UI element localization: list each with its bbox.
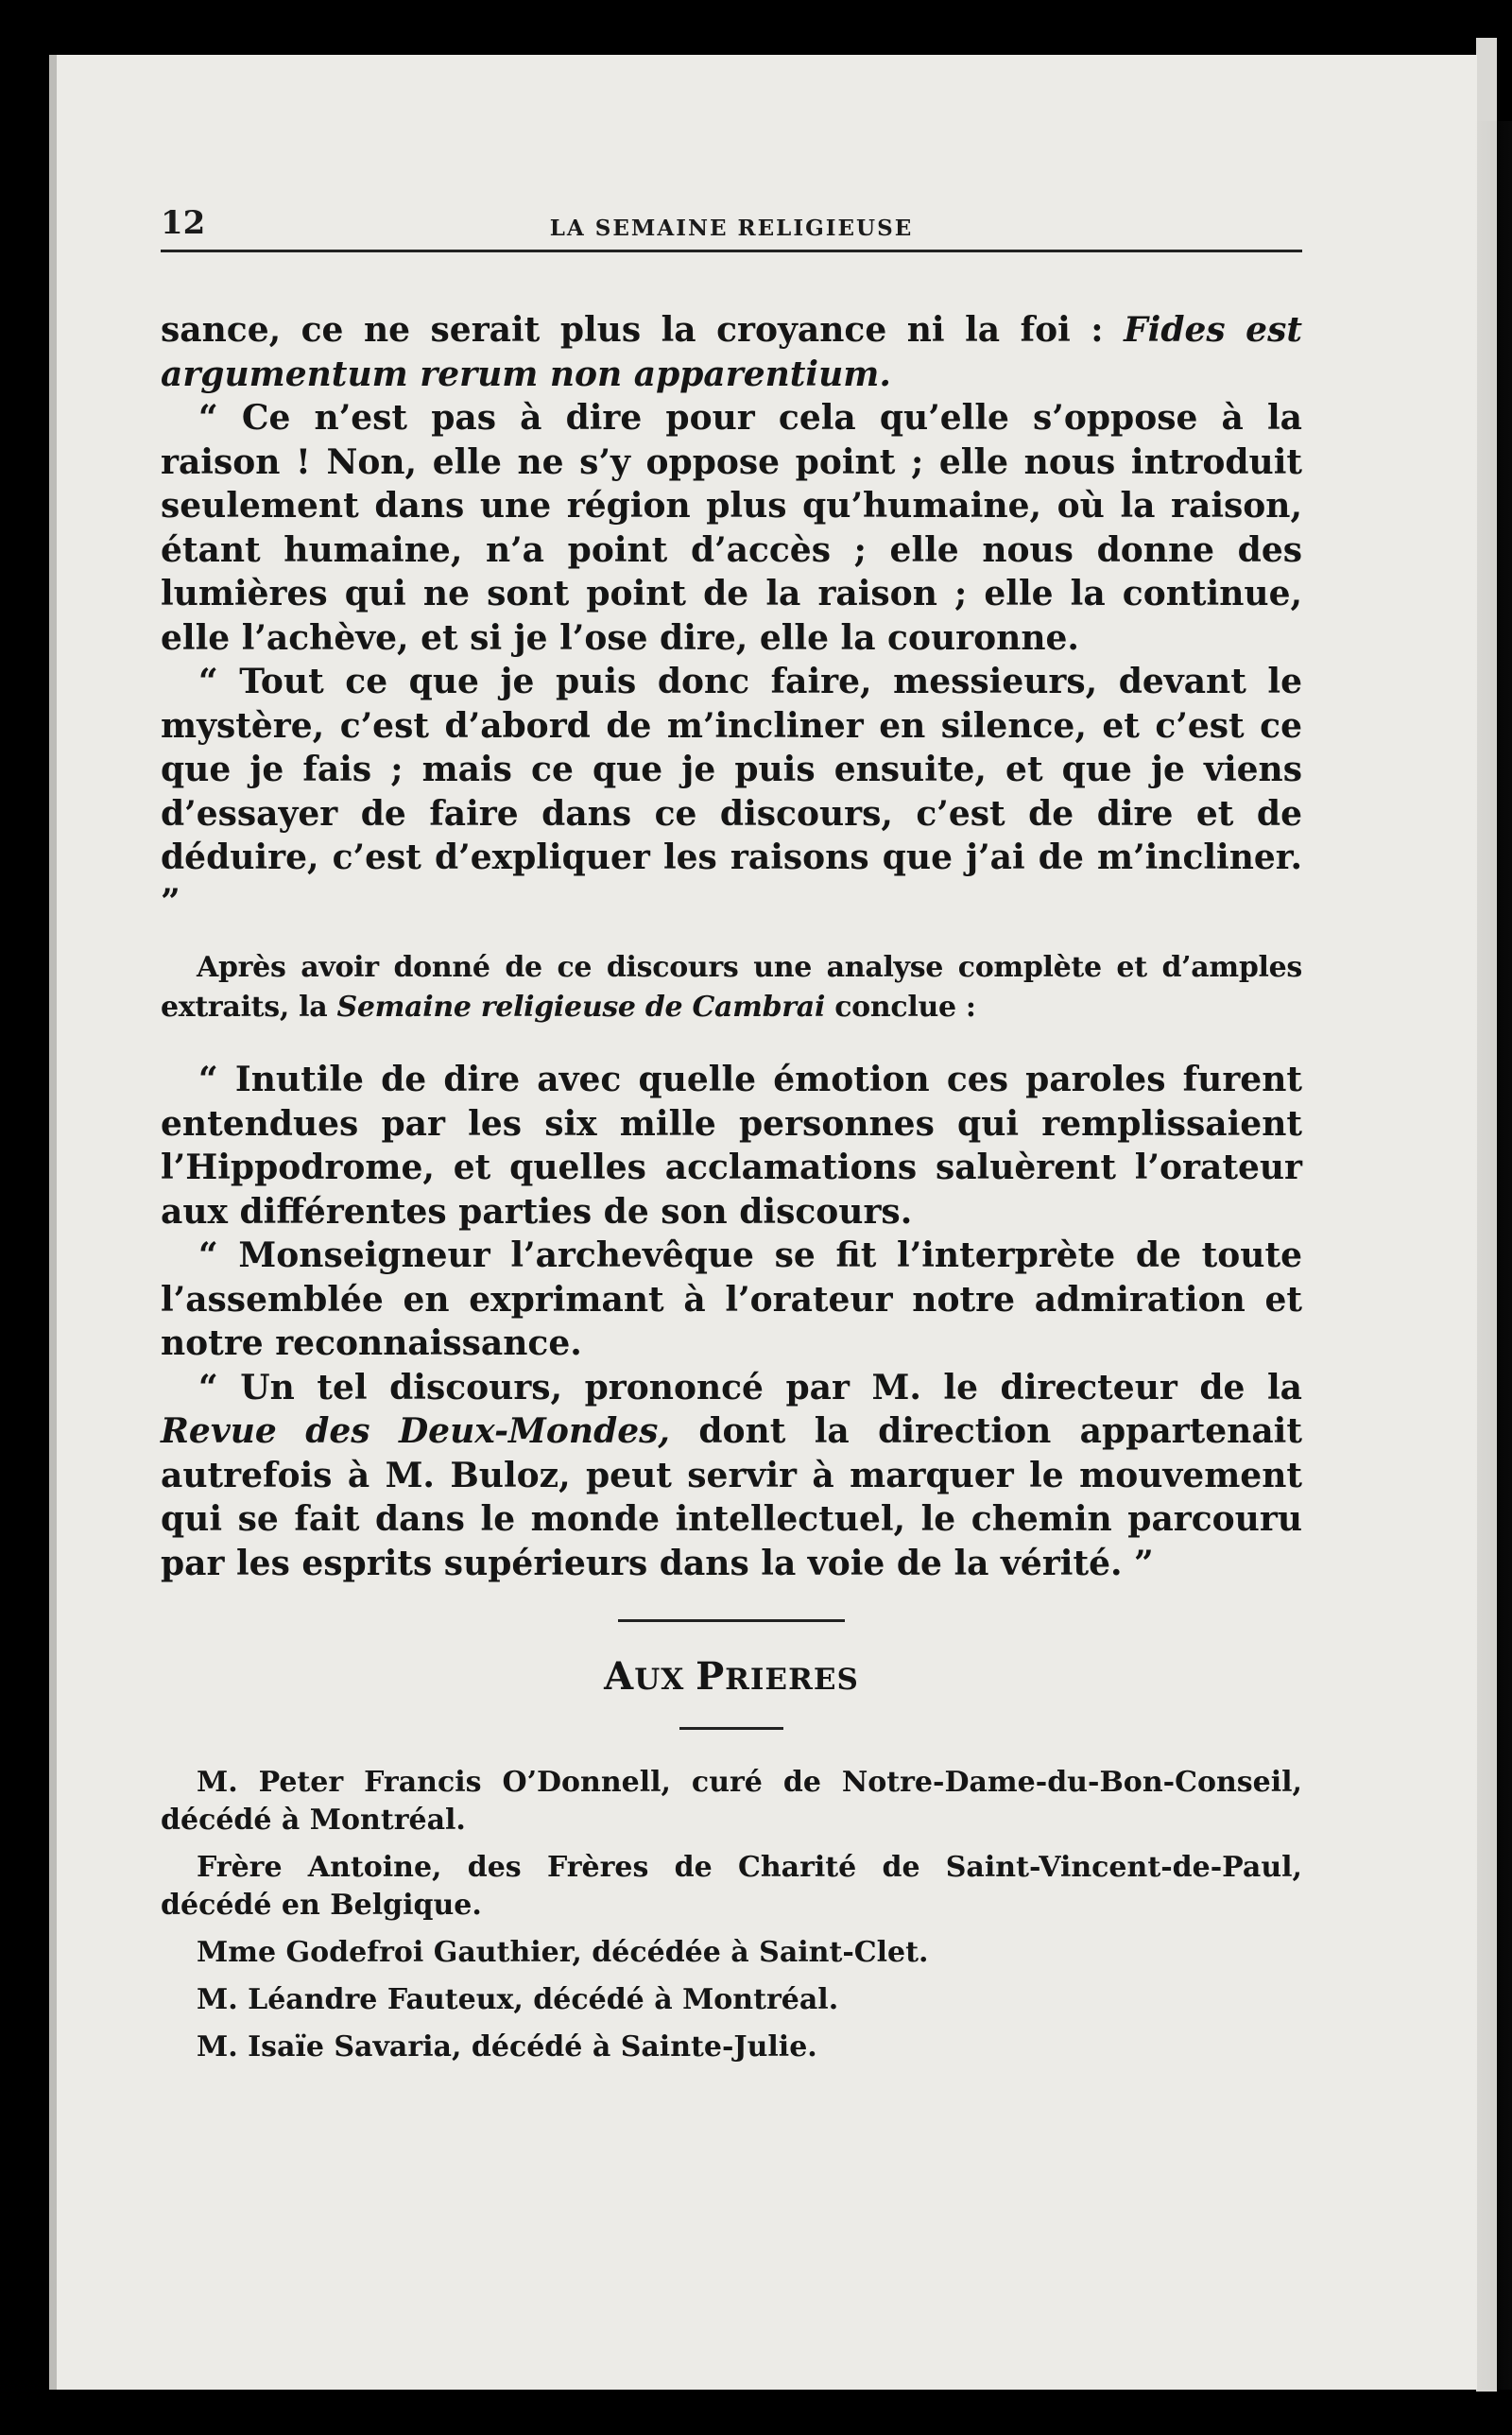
running-title: LA SEMAINE RELIGIEUSE <box>549 216 914 241</box>
paragraph-7-text-a: “ Un tel discours, prononcé par M. le directeur de la <box>198 1367 1302 1407</box>
heading-initial-p: P <box>696 1654 726 1699</box>
list-item: M. Léandre Fauteux, décédé à Montréal. <box>197 1983 839 2016</box>
page-header <box>161 200 1302 252</box>
prayer-list <box>161 1764 1302 2066</box>
section-heading <box>161 1654 1302 1699</box>
heading-underline <box>679 1727 783 1730</box>
paragraph-1-text: sance, ce ne serait plus la croyance ni la foi : <box>161 310 1125 350</box>
revue-title: Revue des Deux-Mondes, <box>161 1411 670 1451</box>
paragraph-7-text-c: dont la direction appartenait autrefois à M. Buloz, peut servir à marquer le mouvement qui se fait dans le monde intellectuel, le chemin parcouru par les esprits supérieurs dans la voie de la vérité. ” <box>161 1411 1302 1583</box>
heading-smallcaps-a: UX <box>634 1663 696 1697</box>
paragraph-4-text-c: conclue : <box>825 991 976 1024</box>
paragraph-2: “ Ce n’est pas à dire pour cela qu’elle s’oppose à la raison ! Non, elle ne s’y oppose point ; elle nous introduit seulement dans une région plus qu’humaine, où la raison, étant humaine, n’a point d’accès ; elle nous donne des lumières qui ne sont point de la raison ; elle la continue, elle l’achève, et si je l’ose dire, elle la couronne. <box>161 398 1302 658</box>
heading-initial-a: A <box>604 1654 635 1699</box>
list-item: Mme Godefroi Gauthier, décédée à Saint-Clet. <box>197 1936 929 1969</box>
heading-smallcaps-p: RIERES <box>725 1663 859 1697</box>
list-item: Frère Antoine, des Frères de Charité de Saint-Vincent-de-Paul, décédé en Belgique. <box>161 1851 1302 1922</box>
list-item: M. Isaïe Savaria, décédé à Sainte-Julie. <box>197 2030 817 2064</box>
paragraph-4 <box>161 948 1302 1028</box>
page-number: 12 <box>161 204 206 242</box>
page-shadow <box>1474 121 1512 2390</box>
list-item: M. Peter Francis O’Donnell, curé de Notre-Dame-du-Bon-Conseil, décédé à Montréal. <box>161 1766 1302 1837</box>
paragraph-5: “ Inutile de dire avec quelle émotion ces paroles furent entendues par les six mille personnes qui remplissaient l’Hippodrome, et quelles acclamations saluèrent l’orateur aux différentes parties de son discours. <box>161 1060 1302 1232</box>
paragraph-4-text-a: Après avoir donné de ce discours une analyse complète et d’amples extraits, la <box>161 951 1302 1024</box>
paragraph-7 <box>161 1366 1302 1586</box>
paragraph-1 <box>161 308 1302 396</box>
page-body <box>161 308 1302 2076</box>
paragraph-3: “ Tout ce que je puis donc faire, messieurs, devant le mystère, c’est d’abord de m’incliner en silence, et c’est ce que je fais ; mais ce que je puis ensuite, et que je viens d’essayer de faire dans ce discours, c’est de dire et de déduire, c’est d’expliquer les raisons que j’ai de m’incliner. ” <box>161 662 1302 922</box>
paragraph-6: “ Monseigneur l’archevêque se fit l’interprète de toute l’assemblée en exprimant à l’orateur notre admiration et notre reconnaissance. <box>161 1235 1302 1363</box>
section-divider <box>618 1619 845 1622</box>
publication-title: Semaine religieuse de Cambrai <box>336 991 826 1024</box>
latin-quote: Fides est argumentum rerum non apparentium. <box>161 310 1302 394</box>
